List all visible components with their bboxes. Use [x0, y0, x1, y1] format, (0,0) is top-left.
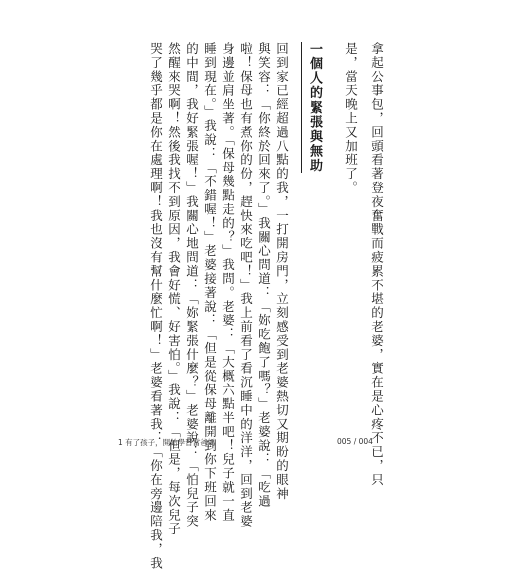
text-column: 拿起公事包，回頭看著登夜奮戰而疲累不堪的老婆，實在是心疼不已，只: [369, 42, 385, 487]
section-heading: 一個人的緊張與無助: [301, 42, 324, 173]
text-column: 回到家已經超過八點的我，一打開房門，立刻感受到老婆熱切又期盼的眼神: [274, 42, 290, 501]
text-column: 哭了幾乎都是你在處理啊！我也沒有幫什麼忙啊！」老婆看著我：「你在旁邊陪我，我: [148, 42, 164, 570]
page-number: 005 / 004: [337, 437, 373, 446]
text-column: 睡到現在。」我說：「不錯喔！」老婆接著說：「但是從保母離開到你下班回來: [202, 42, 218, 523]
text-column: 與笑容：「你終於回來了。」我關心問道：「妳吃飽了嗎？」老婆說：「吃過: [256, 42, 272, 509]
text-column: 是，當天晚上又加班了。: [343, 42, 359, 195]
text-column: 身邊並肩坐著。「保母幾點走的？」我問。老婆：「大概六點半吧！兒子就一直: [220, 42, 236, 523]
text-column: 啦！保母也有煮你的份，趕快來吃吧！」我上前看了看沉睡中的洋洋，回到老婆: [238, 42, 254, 529]
text-column: 然醒來哭啊！然後我找不到原因，我會好慌、好害怕。」我說：「但是，每次兒子: [166, 42, 182, 537]
running-footer-chapter: 1 有了孩子，開始學習當爸媽: [118, 438, 216, 447]
text-column: 的中間，我好緊張喔！」我關心地問道：「妳緊張什麼？」老婆說：「怕兒子突: [184, 42, 200, 529]
